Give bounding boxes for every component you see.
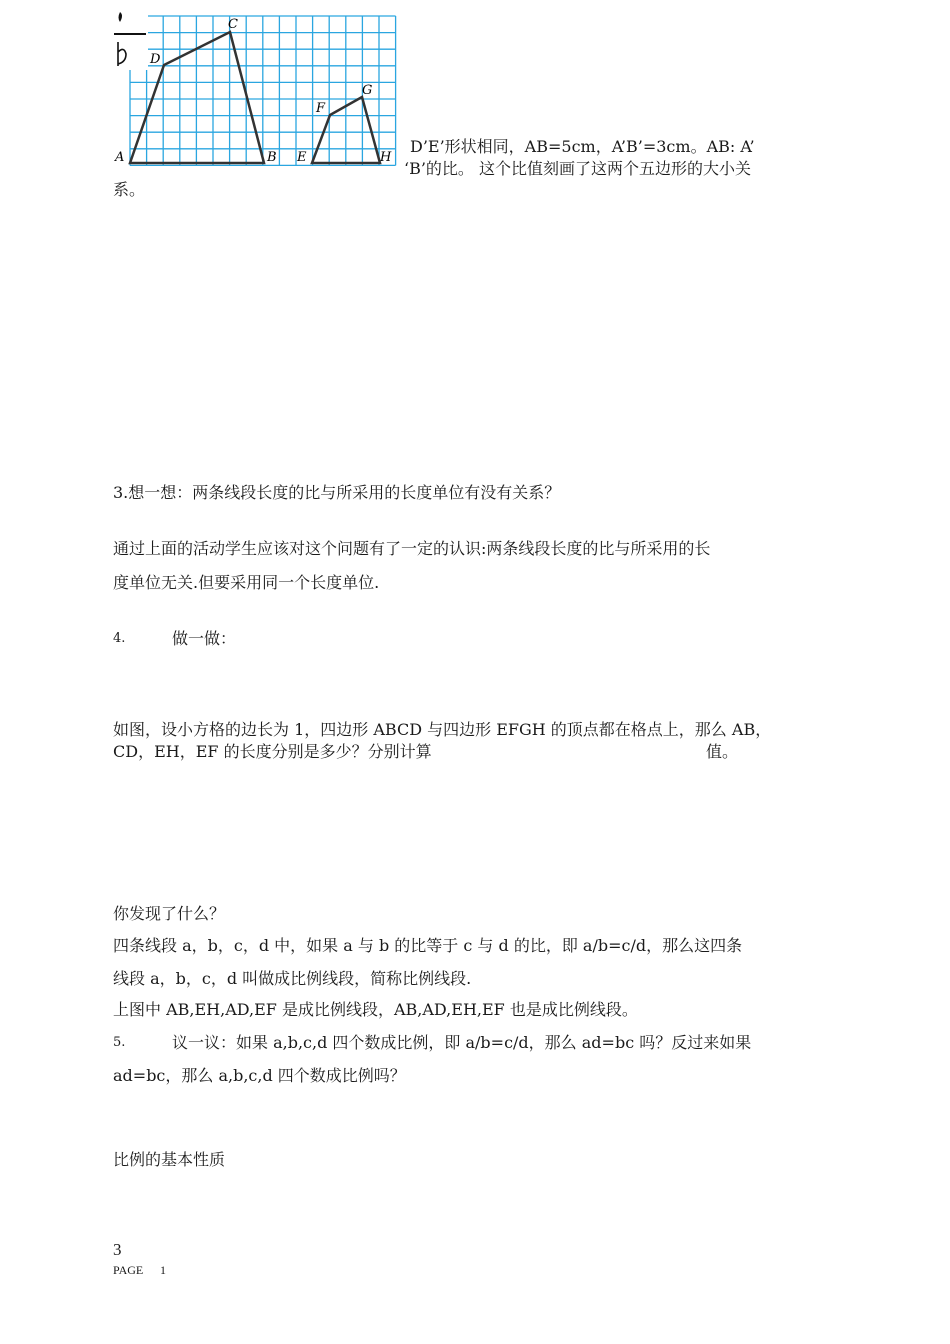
figure-caption-line2: ‘B’的比。 这个比值刻画了这两个五边形的大小关 <box>404 159 752 178</box>
discover-line2: 线段 a，b，c，d 叫做成比例线段，简称比例线段. <box>113 969 472 988</box>
figure-caption-line1: D’E’形状相同，AB=5cm，A’B’=3cm。AB: A’ <box>410 137 755 156</box>
section-title: 比例的基本性质 <box>113 1150 226 1169</box>
discover-line1: 四条线段 a，b，c，d 中，如果 a 与 b 的比等于 c 与 d 的比，即 a/b=c/d，那么这四条 <box>113 936 743 955</box>
label-d: D <box>150 52 161 67</box>
page-value: 1 <box>160 1263 166 1277</box>
q4-body-line1: 如图，设小方格的边长为 1，四边形 ABCD 与四边形 EFGH 的顶点都在格点上，那么 AB， <box>113 720 772 739</box>
q3-answer-line2: 度单位无关.但要采用同一个长度单位. <box>113 573 380 592</box>
q3-title: 3.想一想：两条线段长度的比与所采用的长度单位有没有关系？ <box>113 483 561 502</box>
label-b: B <box>267 150 277 165</box>
figure-caption-line3: 系。 <box>113 180 146 199</box>
page-label: PAGE <box>113 1263 144 1277</box>
q4-title: 做一做： <box>172 629 237 648</box>
q4-body-line2: CD，EH，EF 的长度分别是多少？分别计算 <box>113 742 432 761</box>
grid-lines <box>130 16 396 165</box>
page-number: 3 <box>113 1240 122 1259</box>
label-e: E <box>297 150 307 165</box>
label-g: G <box>362 83 373 98</box>
q5-line1: 议一议：如果 a,b,c,d 四个数成比例，即 a/b=c/d，那么 ad=bc 吗？反过来如果 <box>172 1033 752 1052</box>
grid-figure <box>112 8 402 168</box>
discover-line3: 上图中 AB,EH,AD,EF 是成比例线段，AB,AD,EH,EF 也是成比例线段。 <box>113 1000 638 1019</box>
corner-mark-icon <box>112 8 148 70</box>
q3-answer-line1: 通过上面的活动学生应该对这个问题有了一定的认识:两条线段长度的比与所采用的长 <box>113 539 711 558</box>
q4-number: 4. <box>113 631 126 646</box>
q5-number: 5. <box>113 1035 126 1050</box>
label-h: H <box>380 150 392 165</box>
label-c: C <box>228 17 238 32</box>
label-a: A <box>115 150 125 165</box>
q4-body-line2-end: 值。 <box>706 742 739 761</box>
discover-title: 你发现了什么？ <box>113 904 226 923</box>
q5-line2: ad=bc，那么 a,b,c,d 四个数成比例吗？ <box>113 1066 406 1085</box>
label-f: F <box>316 101 326 116</box>
